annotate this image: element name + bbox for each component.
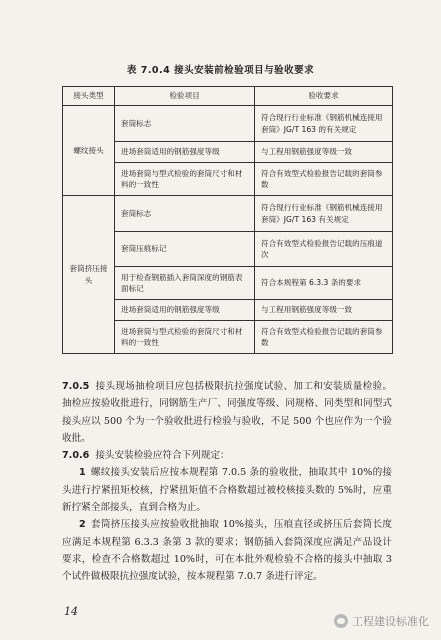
- wechat-icon: [334, 614, 348, 628]
- joint-type-cell: 螺纹接头: [63, 106, 115, 196]
- requirement-cell: 符合本规程第 6.3.3 条的要求: [255, 267, 393, 300]
- requirement-cell: 符合有效型式检验报告记载的压痕道次: [255, 232, 393, 267]
- table-caption: 表 7.0.4 接头安装前检验项目与验收要求: [126, 65, 315, 76]
- joint-type-cell: 套筒挤压接头: [63, 196, 115, 354]
- requirement-cell: 与工程用钢筋强度等级一致: [255, 300, 393, 321]
- requirement-cell: 符合现行行业标准《钢筋机械连接用套筒》JG/T 163 的有关规定: [255, 106, 393, 142]
- watermark: [334, 613, 429, 629]
- item-cell: 套筒标志: [115, 106, 255, 142]
- clause-item: [62, 516, 392, 585]
- requirement-cell: 与工程用钢筋强度等级一致: [255, 142, 393, 163]
- clause-number: 7.0.6: [62, 450, 90, 462]
- item-cell: 套筒压痕标记: [115, 232, 255, 267]
- header-joint-type: 接头类型: [63, 87, 115, 106]
- header-inspection-item: 检验项目: [115, 87, 255, 106]
- requirement-cell: 符合有效型式检验报告记载的套筒参数: [255, 321, 393, 354]
- item-number: 1: [79, 467, 86, 479]
- watermark-text: 工程建设标准化: [352, 615, 429, 628]
- requirement-cell: 符合有效型式检验报告记载的套筒参数: [255, 163, 393, 196]
- table-row: [63, 106, 393, 142]
- clause-7-0-6: [62, 447, 392, 464]
- body-text: [62, 378, 392, 586]
- requirement-cell: 符合现行行业标准《钢筋机械连接用套筒》JG/T 163 有关规定: [255, 196, 393, 232]
- item-cell: 进场套筒与型式检验的套筒尺寸和材料的一致性: [115, 163, 255, 196]
- item-text: 套筒挤压接头应按验收批抽取 10%接头，压痕直径或挤压后套筒长度应满足本规程第 6.3.3 条第 3 款的要求；钢筋插入套筒深度应满足产品设计要求，检查不合格数超过 10%时，可在本批外观检验不合格的接头中抽取 3 个试件做极限抗拉强度试验，按本规程第 7.0.7 条进行评定。: [62, 519, 392, 583]
- inspection-table: [62, 86, 393, 354]
- item-number: 2: [79, 519, 86, 531]
- item-cell: 进场套筒与型式检验的套筒尺寸和材料的一致性: [115, 321, 255, 354]
- item-text: 螺纹接头安装后应按本规程第 7.0.5 条的验收批，抽取其中 10%的接头进行拧紧扭矩校核，拧紧扭矩值不合格数超过被校核接头数的 5%时，应重新拧紧全部接头，直到合格为止。: [62, 467, 392, 514]
- header-acceptance-requirement: 验收要求: [255, 87, 393, 106]
- clause-intro: 接头安装检验应符合下列规定：: [95, 450, 230, 462]
- item-cell: 进场套筒适用的钢筋强度等级: [115, 300, 255, 321]
- page-number: 14: [64, 605, 78, 618]
- clause-item: [62, 464, 392, 516]
- item-cell: 套筒标志: [115, 196, 255, 232]
- item-cell: 用于检查钢筋插入套筒深度的钢筋表面标记: [115, 267, 255, 300]
- clause-text: 接头现场抽检项目应包括极限抗拉强度试验、加工和安装质量检验。抽检应按验收批进行，同钢筋生产厂、同强度等级、同规格、同类型和同型式接头应以 500 个为一个验收批进行检验与验收，不足 500 个也应作为一个验收批。: [62, 381, 392, 444]
- item-cell: 进场套筒适用的钢筋强度等级: [115, 142, 255, 163]
- table-header-row: [63, 87, 393, 106]
- table-row: [63, 196, 393, 232]
- clause-7-0-5: [62, 378, 392, 447]
- clause-number: 7.0.5: [62, 381, 90, 392]
